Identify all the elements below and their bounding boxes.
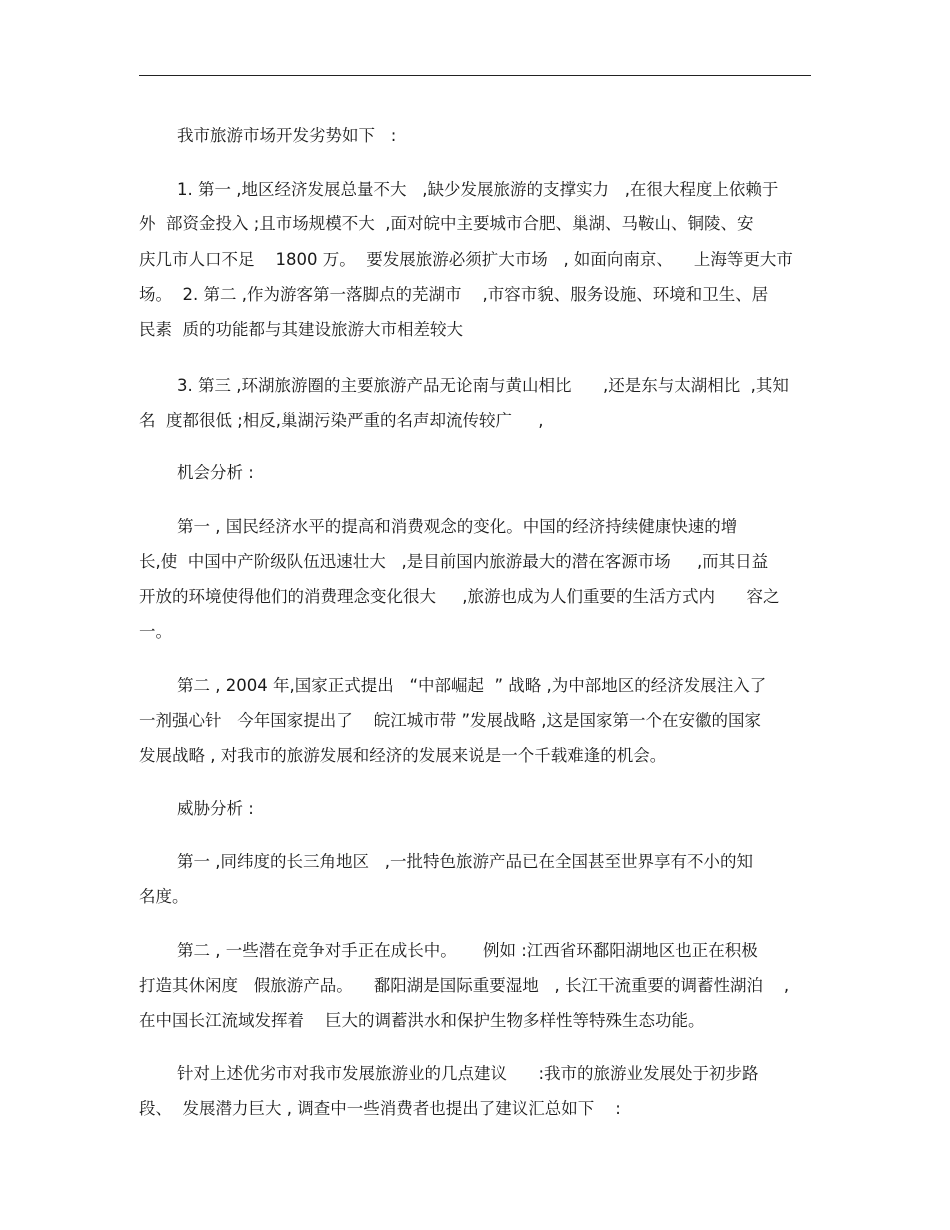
paragraph-line: 庆几市人口不足 1800 万。 要发展旅游必须扩大市场 , 如面向南京、 上海等更大市: [139, 250, 793, 269]
paragraph-line: 外 部资金投入 ;且市场规模不大 ,面对皖中主要城市合肥、巢湖、马鞍山、铜陵、安: [139, 214, 754, 233]
paragraph-line: 发展战略 , 对我市的旅游发展和经济的发展来说是一个千载难逢的机会。: [139, 746, 667, 765]
paragraph-line: 场。 2. 第二 ,作为游客第一落脚点的芜湖市 ,市容市貌、服务设施、环境和卫生、居: [139, 285, 769, 304]
paragraph-line: 针对上述优劣市对我市发展旅游业的几点建议 :我市的旅游业发展处于初步路: [177, 1064, 759, 1083]
paragraph-line: 第一 , 国民经济水平的提高和消费观念的变化。中国的经济持续健康快速的增: [177, 517, 738, 536]
paragraph-line: 开放的环境使得他们的消费理念变化很大 ,旅游也成为人们重要的生活方式内 容之: [139, 587, 780, 606]
paragraph-line: 一。: [139, 622, 172, 641]
paragraph-line: 名度。: [139, 887, 189, 906]
paragraph-line: 第二 , 2004 年,国家正式提出 “中部崛起 ” 战略 ,为中部地区的经济发展注入了: [177, 676, 767, 695]
paragraph-line: 3. 第三 ,环湖旅游圈的主要旅游产品无论南与黄山相比 ,还是东与太湖相比 ,其知: [177, 376, 789, 395]
paragraph-line: 段、 发展潜力巨大 , 调查中一些消费者也提出了建议汇总如下 :: [139, 1099, 621, 1118]
threat-heading: 威胁分析 :: [177, 799, 254, 818]
opportunity-heading: 机会分析 :: [177, 463, 254, 482]
paragraph-line: 第二 , 一些潜在竞争对手正在成长中。 例如 :江西省环鄱阳湖地区也正在积极: [177, 941, 758, 960]
paragraph-line: 名 度都很低 ;相反,巢湖污染严重的名声却流传较广 ,: [139, 411, 544, 430]
paragraph-line: 在中国长江流域发挥着 巨大的调蓄洪水和保护生物多样性等特殊生态功能。: [139, 1011, 705, 1030]
paragraph-line: 打造其休闲度 假旅游产品。 鄱阳湖是国际重要湿地 , 长江干流重要的调蓄性湖泊 ,: [139, 976, 790, 995]
paragraph-line: 第一 ,同纬度的长三角地区 ,一批特色旅游产品已在全国甚至世界享有不小的知: [177, 852, 753, 871]
paragraph-line: 1. 第一 ,地区经济发展总量不大 ,缺少发展旅游的支撑实力 ,在很大程度上依赖于: [177, 180, 779, 199]
weakness-heading: 我市旅游市场开发劣势如下 :: [177, 126, 397, 145]
header-rule: [139, 75, 811, 76]
paragraph-line: 长,使 中国中产阶级队伍迅速壮大 ,是目前国内旅游最大的潜在客源市场 ,而其日益: [139, 552, 769, 571]
paragraph-line: 一剂强心针 今年国家提出了 皖江城市带 ”发展战略 ,这是国家第一个在安徽的国家: [139, 711, 761, 730]
paragraph-line: 民素 质的功能都与其建设旅游大市相差较大: [139, 320, 463, 339]
